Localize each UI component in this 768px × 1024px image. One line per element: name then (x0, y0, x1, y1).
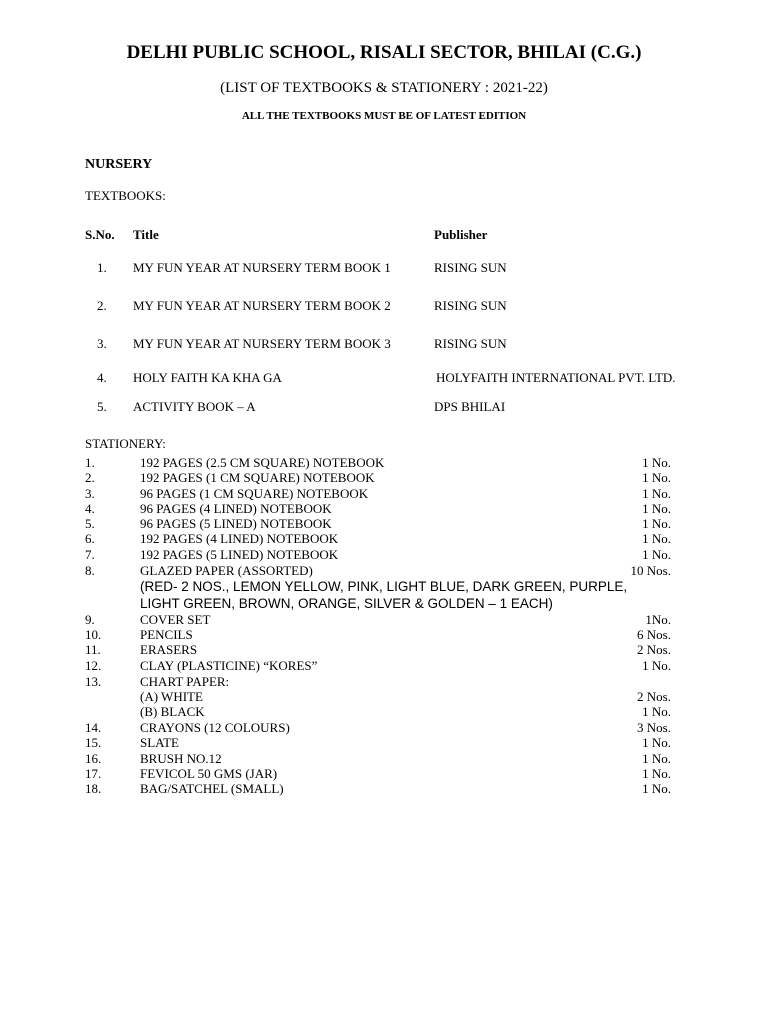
textbook-row-title: HOLY FAITH KA KHA GA (133, 370, 282, 385)
textbook-row-sno: 1. (97, 260, 107, 275)
column-header-title: Title (133, 227, 159, 242)
stationery-quantity: 1 No. (642, 658, 671, 673)
stationery-number: 4. (85, 501, 95, 516)
stationery-item: FEVICOL 50 GMS (JAR) (140, 766, 278, 781)
stationery-item: 192 PAGES (4 LINED) NOTEBOOK (140, 531, 339, 546)
textbook-row-sno: 4. (97, 370, 107, 385)
textbook-row-sno: 5. (97, 399, 107, 414)
stationery-quantity: 1 No. (642, 781, 671, 796)
stationery-number: 5. (85, 516, 95, 531)
stationery-quantity: 2 Nos. (637, 642, 671, 657)
stationery-heading: STATIONERY: (85, 436, 166, 451)
stationery-item: 96 PAGES (4 LINED) NOTEBOOK (140, 501, 332, 516)
stationery-quantity: 1 No. (642, 735, 671, 750)
stationery-quantity: 3 Nos. (637, 720, 671, 735)
list-subtitle: (LIST OF TEXTBOOKS & STATIONERY : 2021-22) (220, 80, 548, 96)
stationery-item: GLAZED PAPER (ASSORTED) (140, 563, 313, 578)
stationery-quantity: 1No. (645, 612, 671, 627)
stationery-item: CLAY (PLASTICINE) “KORES” (140, 658, 318, 673)
class-heading: NURSERY (85, 157, 153, 172)
stationery-number: 12. (85, 658, 102, 673)
textbook-row-publisher: DPS BHILAI (434, 399, 506, 414)
textbook-row-publisher: HOLYFAITH INTERNATIONAL PVT. LTD. (436, 370, 676, 385)
stationery-number: 6. (85, 531, 95, 546)
stationery-number: 15. (85, 735, 102, 750)
stationery-number: 14. (85, 720, 102, 735)
stationery-quantity: 6 Nos. (637, 627, 671, 642)
stationery-item: PENCILS (140, 627, 193, 642)
textbook-row-publisher: RISING SUN (434, 336, 507, 351)
stationery-quantity: 1 No. (642, 486, 671, 501)
glazed-paper-colours-note: (RED- 2 NOS., LEMON YELLOW, PINK, LIGHT BLUE, DARK GREEN, PURPLE, (140, 579, 628, 594)
stationery-quantity: 1 No. (642, 531, 671, 546)
stationery-quantity: 1 No. (642, 455, 671, 470)
textbooks-heading: TEXTBOOKS: (85, 188, 166, 203)
glazed-paper-colours-note: LIGHT GREEN, BROWN, ORANGE, SILVER & GOLDEN – 1 EACH) (140, 596, 553, 611)
stationery-item: CHART PAPER: (140, 674, 230, 689)
stationery-quantity: 1 No. (642, 516, 671, 531)
stationery-quantity: 1 No. (642, 501, 671, 516)
stationery-number: 13. (85, 674, 102, 689)
textbook-row-sno: 2. (97, 298, 107, 313)
column-header-publisher: Publisher (434, 227, 488, 242)
stationery-number: 3. (85, 486, 95, 501)
stationery-quantity: 1 No. (642, 470, 671, 485)
stationery-item: 96 PAGES (1 CM SQUARE) NOTEBOOK (140, 486, 369, 501)
stationery-item: BRUSH NO.12 (140, 751, 222, 766)
textbook-row-title: MY FUN YEAR AT NURSERY TERM BOOK 1 (133, 260, 391, 275)
stationery-item: (A) WHITE (140, 689, 203, 704)
stationery-quantity: 1 No. (642, 751, 671, 766)
textbook-row-publisher: RISING SUN (434, 260, 507, 275)
stationery-item: 192 PAGES (2.5 CM SQUARE) NOTEBOOK (140, 455, 385, 470)
stationery-number: 2. (85, 470, 95, 485)
stationery-quantity: 1 No. (642, 704, 671, 719)
stationery-quantity: 10 Nos. (630, 563, 671, 578)
stationery-number: 8. (85, 563, 95, 578)
column-header-sno: S.No. (85, 227, 115, 242)
stationery-quantity: 2 Nos. (637, 689, 671, 704)
school-title: DELHI PUBLIC SCHOOL, RISALI SECTOR, BHILAI (C.G.) (126, 42, 642, 63)
textbook-row-publisher: RISING SUN (434, 298, 507, 313)
textbook-row-title: MY FUN YEAR AT NURSERY TERM BOOK 2 (133, 298, 391, 313)
stationery-number: 7. (85, 547, 95, 562)
stationery-item: ERASERS (140, 642, 198, 657)
stationery-item: BAG/SATCHEL (SMALL) (140, 781, 284, 796)
stationery-number: 1. (85, 455, 95, 470)
stationery-item: 192 PAGES (1 CM SQUARE) NOTEBOOK (140, 470, 375, 485)
edition-notice: ALL THE TEXTBOOKS MUST BE OF LATEST EDITION (241, 110, 527, 122)
stationery-number: 9. (85, 612, 95, 627)
stationery-item: CRAYONS (12 COLOURS) (140, 720, 290, 735)
stationery-item: SLATE (140, 735, 179, 750)
stationery-item: 96 PAGES (5 LINED) NOTEBOOK (140, 516, 332, 531)
textbook-row-title: ACTIVITY BOOK – A (133, 399, 256, 414)
stationery-item: (B) BLACK (140, 704, 205, 719)
stationery-number: 17. (85, 766, 102, 781)
textbook-row-title: MY FUN YEAR AT NURSERY TERM BOOK 3 (133, 336, 391, 351)
stationery-quantity: 1 No. (642, 547, 671, 562)
stationery-number: 18. (85, 781, 102, 796)
stationery-number: 10. (85, 627, 102, 642)
stationery-quantity: 1 No. (642, 766, 671, 781)
stationery-item: 192 PAGES (5 LINED) NOTEBOOK (140, 547, 339, 562)
stationery-number: 11. (85, 642, 101, 657)
stationery-number: 16. (85, 751, 102, 766)
stationery-item: COVER SET (140, 612, 211, 627)
textbook-row-sno: 3. (97, 336, 107, 351)
